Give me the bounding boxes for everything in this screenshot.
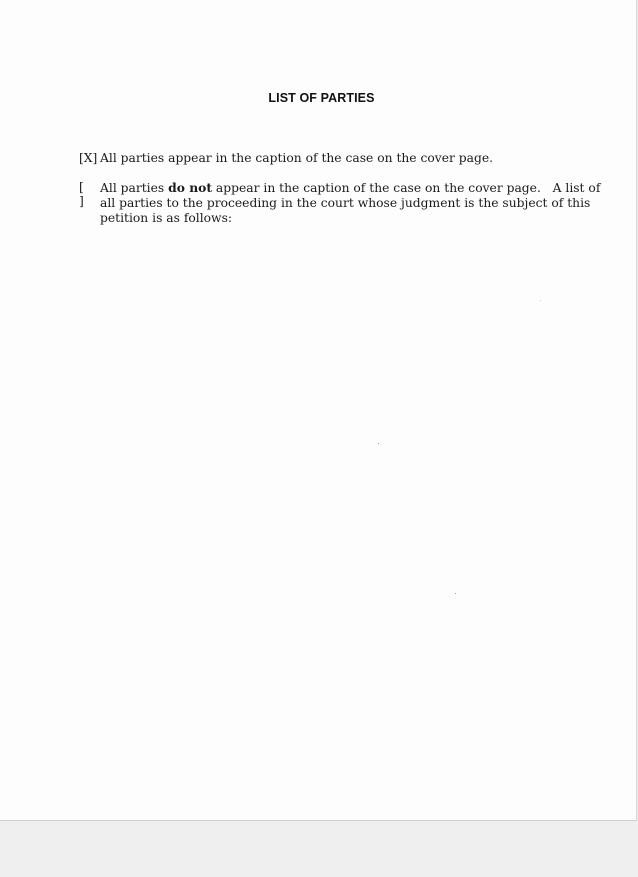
- option-text-block: [100, 180, 600, 226]
- page-title: LIST OF PARTIES: [268, 91, 375, 105]
- option-text-line-3: petition is as follows:: [100, 211, 233, 225]
- option-text-line-2: all parties to the proceeding in the court whose judgment is the subject of this: [100, 196, 591, 210]
- text-segment: appear in the caption of the case on the cover page. A list of: [212, 181, 601, 195]
- checkbox-checked: [X]: [79, 151, 98, 165]
- emphasis-text: do not: [168, 180, 213, 195]
- option-text: All parties appear in the caption of the case on the cover page.: [100, 151, 494, 165]
- option-text-line-1: [100, 180, 600, 196]
- scan-speck: [540, 300, 541, 301]
- scan-speck: [455, 593, 456, 594]
- checkbox-unchecked: [ ]: [79, 180, 84, 208]
- scan-speck: [378, 443, 379, 444]
- text-segment: All parties: [100, 181, 169, 195]
- scan-margin: [0, 821, 638, 877]
